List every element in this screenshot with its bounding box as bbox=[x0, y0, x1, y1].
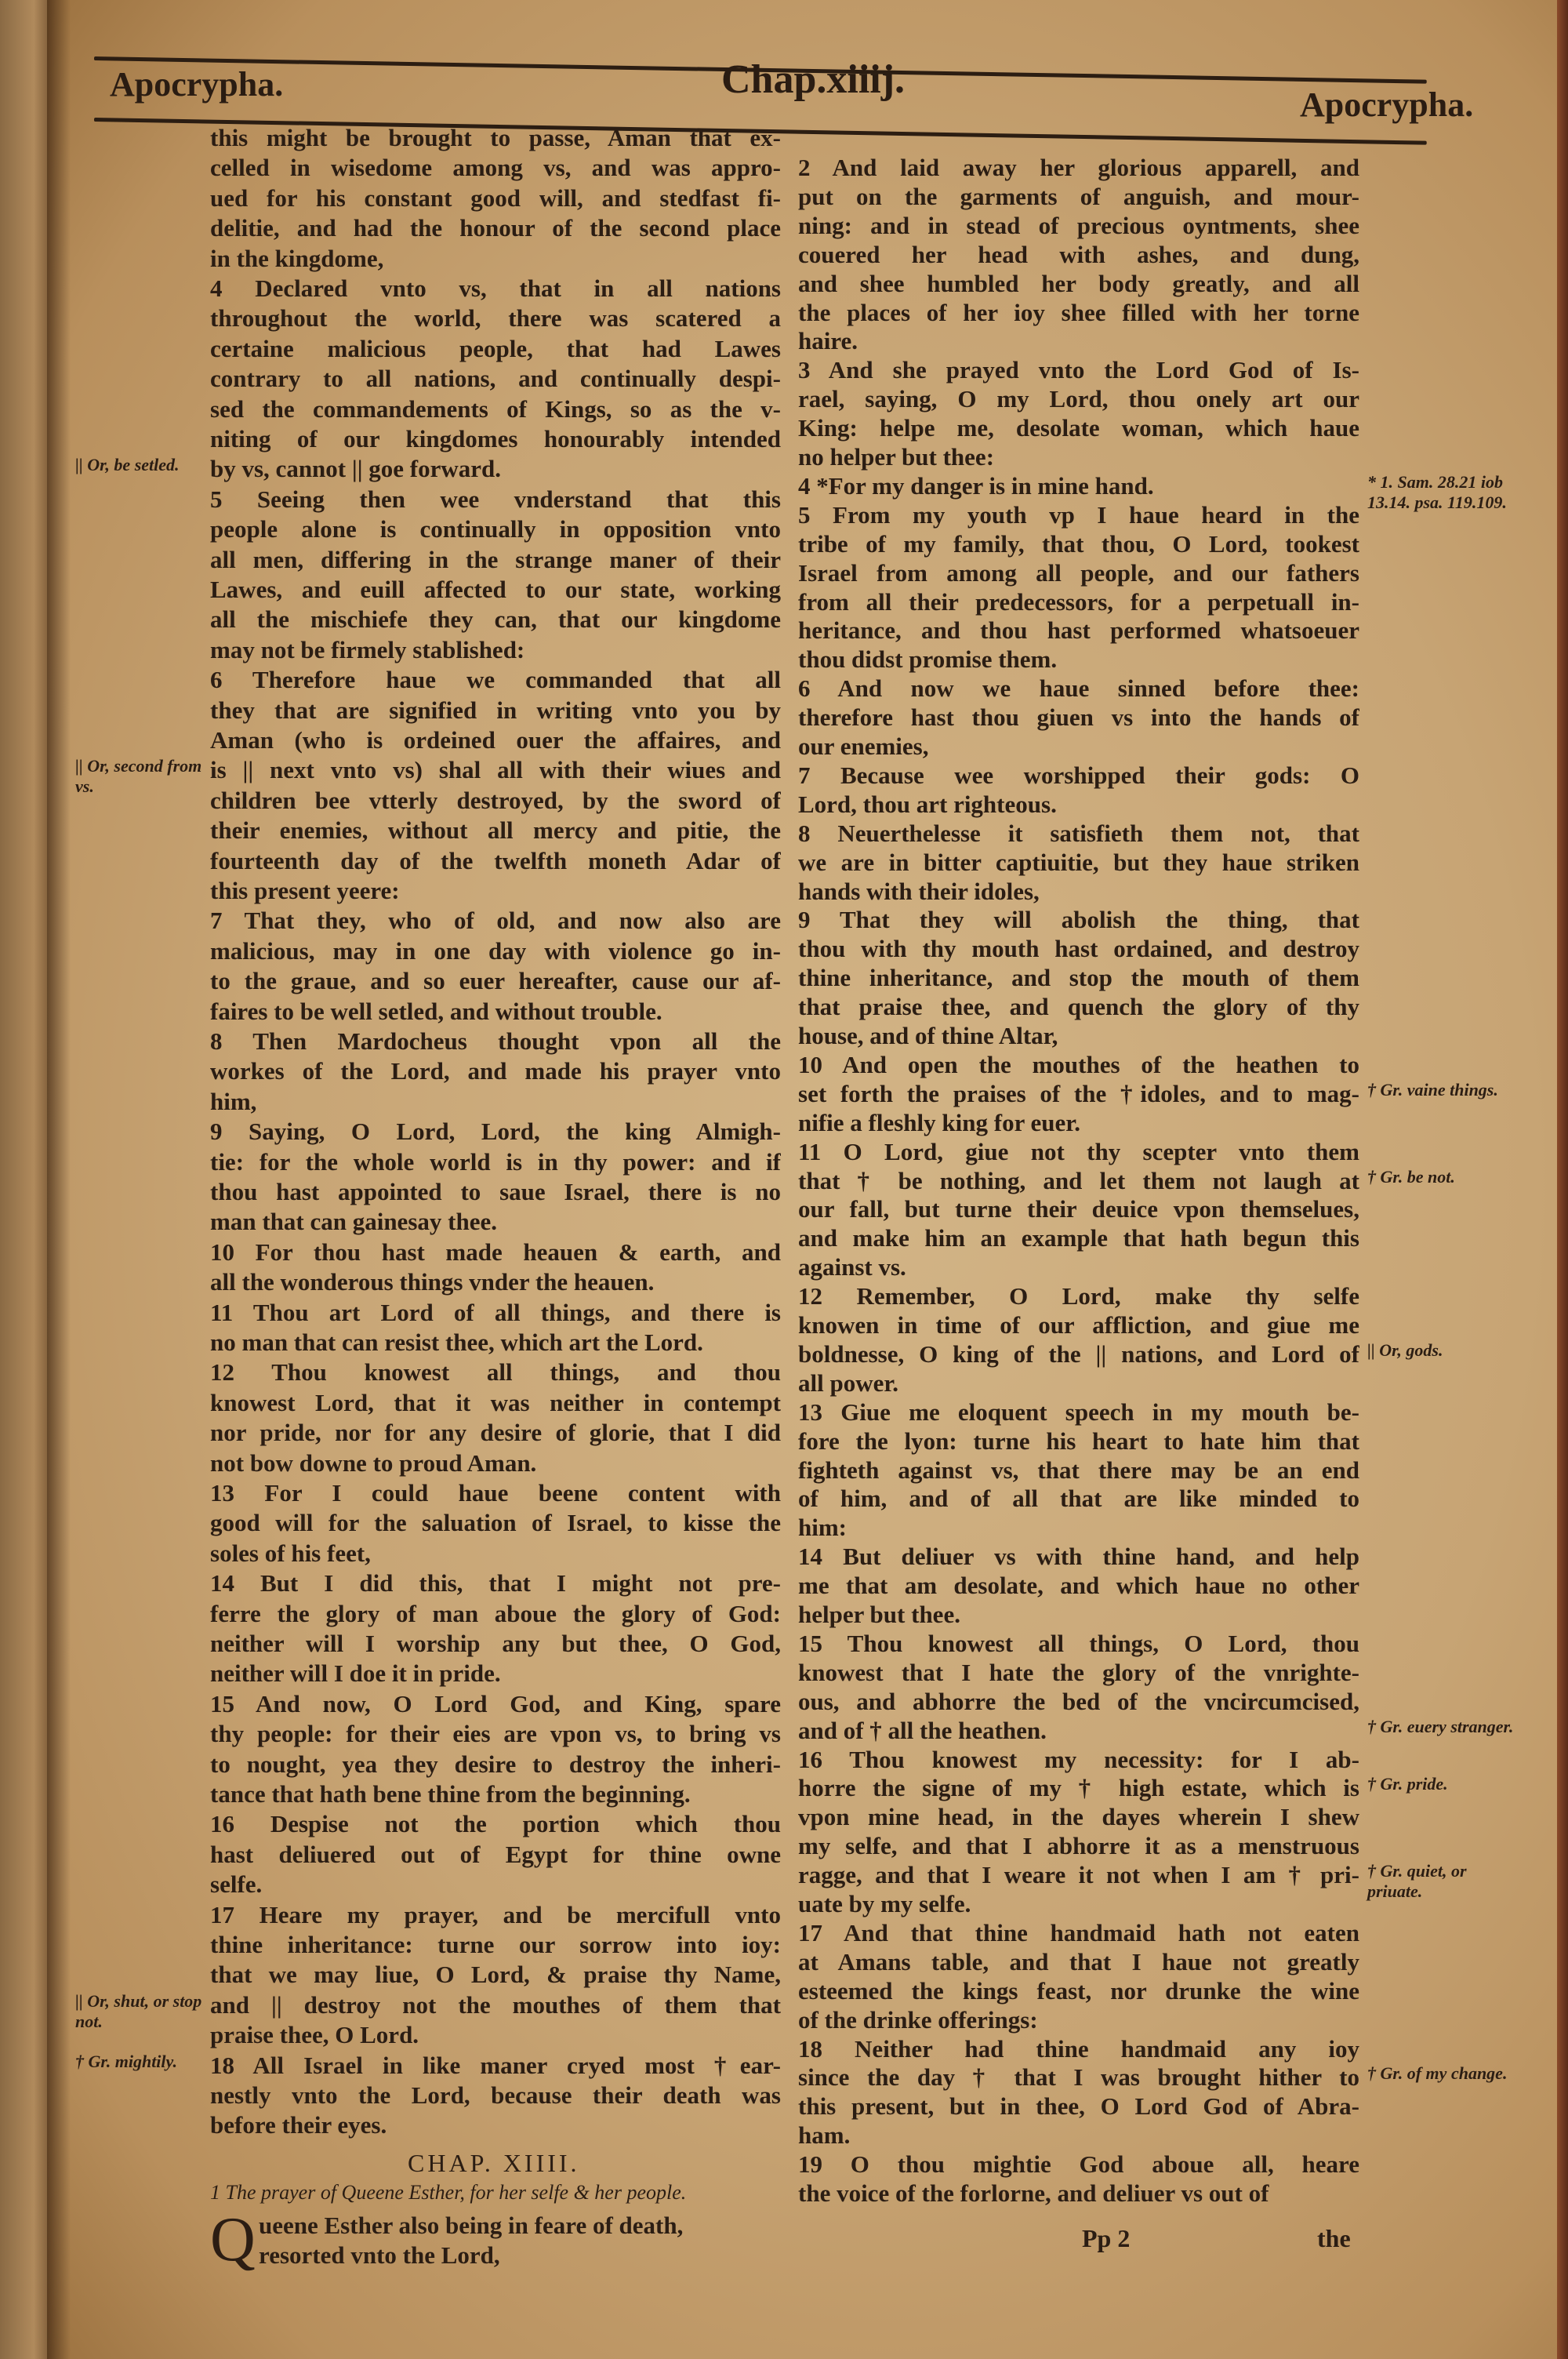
text-line: 18 Neither had thine handmaid any ioy bbox=[798, 2034, 1359, 2063]
drop-cap: Q bbox=[210, 2205, 256, 2274]
text-line: may not be firmely stablished: bbox=[210, 635, 525, 663]
text-line: is || next vnto vs) shal all with their wiues and bbox=[210, 756, 781, 784]
text-line: 2 And laid away her glorious apparell, and bbox=[798, 154, 1359, 181]
text-line: helper but thee. bbox=[798, 1601, 960, 1628]
text-line: 19 O thou mightie God aboue all, heare bbox=[798, 2150, 1359, 2179]
text-line: Israel from among all people, and our fathers bbox=[798, 558, 1359, 587]
text-line: 18 All Israel in like maner cryed most †ear- bbox=[210, 2051, 781, 2079]
text-line: Aman (who is ordeined ouer the affaires, and bbox=[210, 726, 781, 754]
text-line: 5 From my youth vp I haue heard in the bbox=[798, 500, 1359, 529]
text-line: soles of his feet, bbox=[210, 1539, 371, 1567]
text-line: and of † all the heathen. bbox=[798, 1716, 1047, 1744]
text-line: 13 For I could haue beene content with bbox=[210, 1479, 781, 1507]
text-line: 7 That they, who of old, and now also are bbox=[210, 907, 781, 935]
text-line: tance that hath bene thine from the beginning. bbox=[210, 1780, 691, 1808]
text-line: tribe of my family, that thou, O Lord, tookest bbox=[798, 529, 1359, 558]
text-line: knowest Lord, that it was neither in contempt bbox=[210, 1388, 781, 1416]
text-line: children bee vtterly destroyed, by the sword of bbox=[210, 786, 781, 814]
text-line: they that are signified in writing vnto you by bbox=[210, 696, 781, 724]
text-line: niting of our kingdomes honourably intended bbox=[210, 425, 781, 453]
text-line: to nought, yea they desire to destroy the inheri- bbox=[210, 1750, 781, 1778]
text-line: 8 Neuerthelesse it satisfieth them not, that bbox=[798, 819, 1359, 847]
text-line: before their eyes. bbox=[210, 2111, 387, 2139]
margin-note: || Or, be setled. bbox=[75, 455, 180, 475]
text-line: fourteenth day of the twelfth moneth Adar of bbox=[210, 846, 781, 874]
text-line: vpon mine head, in the dayes wherein I shew bbox=[798, 1803, 1359, 1831]
signature-mark: Pp 2 bbox=[1082, 2224, 1131, 2252]
text-line: throughout the world, there was scatered a bbox=[210, 304, 781, 333]
text-line: boldnesse, O king of the || nations, and Lord of bbox=[798, 1339, 1359, 1368]
text-line: put on the garments of anguish, and mour- bbox=[798, 182, 1359, 210]
text-line: 17 And that thine handmaid hath not eaten bbox=[798, 1918, 1359, 1946]
text-line: no man that can resist thee, which art the Lord. bbox=[210, 1329, 703, 1356]
text-line: our enemies, bbox=[798, 732, 929, 760]
text-line: and shee humbled her body greatly, and all bbox=[798, 269, 1359, 297]
margin-note: * 1. Sam. 28.21 iob 13.14. psa. 119.109. bbox=[1367, 471, 1507, 512]
catchword: the bbox=[1317, 2224, 1351, 2252]
text-line: of him, and of all that are like minded to bbox=[798, 1485, 1359, 1513]
text-line: we are in bitter captiuitie, but they haue striken bbox=[798, 848, 1359, 876]
text-line: since the day † that I was brought hither to bbox=[798, 2063, 1359, 2092]
text-line: him: bbox=[798, 1514, 847, 1542]
text-line: 12 Remember, O Lord, make thy selfe bbox=[798, 1282, 1359, 1310]
text-line: hands with their idoles, bbox=[798, 877, 1040, 905]
text-line: and || destroy not the mouthes of them that bbox=[210, 1990, 781, 2019]
text-line: King: helpe me, desolate woman, which haue bbox=[798, 414, 1359, 442]
text-line: the voice of the forlorne, and deliuer vs out of bbox=[798, 2179, 1269, 2207]
text-line: 10 And open the mouthes of the heathen to bbox=[798, 1050, 1359, 1078]
text-line: 4 Declared vnto vs, that in all nations bbox=[210, 274, 781, 302]
text-line: all power. bbox=[798, 1369, 899, 1397]
running-head-left: Apocrypha. bbox=[110, 65, 284, 104]
text-line: praise thee, O Lord. bbox=[210, 2021, 419, 2049]
text-line: neither will I worship any but thee, O God, bbox=[210, 1630, 781, 1657]
text-line: nestly vnto the Lord, because their death was bbox=[210, 2081, 781, 2109]
text-line: rael, saying, O my Lord, thou onely art our bbox=[798, 385, 1359, 413]
text-line: to the graue, and so euer hereafter, cause our af- bbox=[210, 967, 781, 995]
text-line: ous, and abhorre the bed of the vncircumcised, bbox=[798, 1687, 1359, 1715]
text-line: him, bbox=[210, 1087, 257, 1115]
text-line: that we may liue, O Lord, & praise thy Name, bbox=[210, 1961, 781, 1989]
text-line: house, and of thine Altar, bbox=[798, 1022, 1058, 1049]
chapter-head: Chap.xiiij. bbox=[721, 57, 906, 102]
text-line: 15 And now, O Lord God, and King, spare bbox=[210, 1689, 781, 1717]
gutter-shadow bbox=[47, 0, 71, 2359]
chapter-heading: CHAP. XIIII. bbox=[408, 2149, 580, 2177]
text-line: 4 *For my danger is in mine hand. bbox=[798, 471, 1154, 500]
chapter-line: ueene Esther also being in feare of death, bbox=[259, 2212, 684, 2239]
text-line: 11 Thou art Lord of all things, and there is bbox=[210, 1298, 781, 1326]
text-line: no helper but thee: bbox=[798, 443, 995, 471]
text-line: celled in wisedome among vs, and was appro- bbox=[210, 154, 781, 182]
text-line: me that am desolate, and which haue no other bbox=[798, 1572, 1359, 1600]
text-line: 10 For thou hast made heauen & earth, and bbox=[210, 1238, 781, 1266]
text-line: Lord, thou art righteous. bbox=[798, 790, 1057, 818]
text-line: set forth the praises of the †idoles, and to mag- bbox=[798, 1079, 1359, 1107]
margin-note: † Gr. be not. bbox=[1367, 1166, 1455, 1187]
margin-note: † Gr. vaine things. bbox=[1367, 1079, 1498, 1100]
margin-note: † Gr. quiet, or priuate. bbox=[1367, 1861, 1467, 1902]
margin-note: || Or, second from vs. bbox=[75, 756, 202, 797]
text-line: their enemies, without all mercy and pitie, the bbox=[210, 816, 781, 845]
text-line: tie: for the whole world is in thy power: and if bbox=[210, 1147, 781, 1176]
text-line: thou with thy mouth hast ordained, and destroy bbox=[798, 935, 1359, 963]
text-line: thou hast appointed to saue Israel, there is no bbox=[210, 1178, 781, 1205]
text-line: knowen in time of our affliction, and giue me bbox=[798, 1311, 1359, 1339]
text-line: 5 Seeing then wee vnderstand that this bbox=[210, 485, 781, 513]
text-line: ham. bbox=[798, 2121, 851, 2150]
margin-note: || Or, gods. bbox=[1367, 1339, 1443, 1360]
chapter-summary: 1 The prayer of Queene Esther, for her selfe & her people. bbox=[210, 2181, 687, 2204]
margin-note: || Or, shut, or stop not. bbox=[75, 1990, 202, 2031]
text-line: certaine malicious people, that had Lawes bbox=[210, 334, 781, 362]
text-line: 15 Thou knowest all things, O Lord, thou bbox=[798, 1629, 1359, 1657]
text-line: 16 Thou knowest my necessity: for I ab- bbox=[798, 1745, 1359, 1773]
text-line: 9 That they will abolish the thing, that bbox=[798, 906, 1359, 934]
text-line: faires to be well setled, and without trouble. bbox=[210, 997, 662, 1025]
margin-note: † Gr. pride. bbox=[1367, 1774, 1448, 1794]
text-line: in the kingdome, bbox=[210, 244, 384, 272]
text-line: nor pride, nor for any desire of glorie, that I did bbox=[210, 1419, 781, 1447]
text-line: at Amans table, and that I haue not greatly bbox=[798, 1947, 1359, 1976]
text-line: that † be nothing, and let them not laugh at bbox=[798, 1166, 1359, 1194]
text-line: people alone is continually in opposition vnto bbox=[210, 515, 781, 543]
text-line: from all their predecessors, for a perpetuall in- bbox=[798, 587, 1359, 616]
text-line: this present, but in thee, O Lord God of Abra- bbox=[798, 2092, 1359, 2121]
text-line: all men, differing in the strange maner of their bbox=[210, 545, 781, 573]
text-line: by vs, cannot || goe forward. bbox=[210, 455, 502, 483]
text-line: 6 And now we haue sinned before thee: bbox=[798, 674, 1359, 703]
text-line: 13 Giue me eloquent speech in my mouth be- bbox=[798, 1398, 1359, 1426]
text-line: thine inheritance, and stop the mouth of them bbox=[798, 964, 1359, 992]
text-line: knowest that I hate the glory of the vnrighte- bbox=[798, 1658, 1359, 1686]
text-line: ragge, and that I weare it not when I am † pri- bbox=[798, 1861, 1359, 1889]
text-line: 17 Heare my prayer, and be mercifull vnto bbox=[210, 1900, 781, 1928]
text-line: our fall, but turne their deuice vpon themselues, bbox=[798, 1195, 1359, 1223]
text-line: heritance, and thou hast performed whatsoeuer bbox=[798, 616, 1359, 645]
text-line: that praise thee, and quench the glory of thy bbox=[798, 993, 1359, 1021]
text-line: 9 Saying, O Lord, Lord, the king Almigh- bbox=[210, 1118, 781, 1146]
text-line: this might be brought to passe, Aman that ex- bbox=[210, 124, 781, 151]
text-line: 16 Despise not the portion which thou bbox=[210, 1810, 781, 1838]
text-line: neither will I doe it in pride. bbox=[210, 1659, 501, 1688]
text-line: contrary to all nations, and continually despi- bbox=[210, 365, 781, 393]
text-line: couered her head with ashes, and dung, bbox=[798, 240, 1359, 268]
text-line: man that can gainesay thee. bbox=[210, 1208, 497, 1236]
text-line: workes of the Lord, and made his prayer vnto bbox=[210, 1057, 781, 1085]
text-line: 11 O Lord, giue not thy scepter vnto them bbox=[798, 1137, 1359, 1165]
text-line: 7 Because wee worshipped their gods: O bbox=[798, 761, 1359, 789]
text-line: horre the signe of my † high estate, which is bbox=[798, 1774, 1359, 1802]
margin-note: † Gr. mightily. bbox=[75, 2051, 177, 2071]
text-line: my selfe, and that I abhorre it as a menstruous bbox=[798, 1832, 1359, 1860]
text-line: good will for the saluation of Israel, to kisse the bbox=[210, 1509, 781, 1537]
text-line: uate by my selfe. bbox=[798, 1890, 971, 1917]
text-line: 6 Therefore haue we commanded that all bbox=[210, 666, 781, 694]
text-line: 8 Then Mardocheus thought vpon all the bbox=[210, 1027, 781, 1055]
text-line: sed the commandements of Kings, so as the v- bbox=[210, 394, 781, 423]
text-line: fighteth against vs, that there may be an end bbox=[798, 1456, 1359, 1484]
text-line: ued for his constant good will, and stedfast fi- bbox=[210, 184, 781, 212]
text-line: 14 But I did this, that I might not pre- bbox=[210, 1569, 781, 1598]
text-line: of the drinke offerings: bbox=[798, 2005, 1038, 2034]
text-line: not bow downe to proud Aman. bbox=[210, 1448, 537, 1477]
running-head-right: Apocrypha. bbox=[1300, 85, 1474, 124]
text-line: malicious, may in one day with violence go in- bbox=[210, 936, 781, 965]
text-line: delitie, and had the honour of the second place bbox=[210, 214, 781, 242]
margin-note: † Gr. euery stranger. bbox=[1367, 1716, 1514, 1736]
text-line: 12 Thou knowest all things, and thou bbox=[210, 1358, 781, 1387]
text-line: thine inheritance: turne our sorrow into ioy: bbox=[210, 1931, 781, 1958]
text-line: hast deliuered out of Egypt for thine owne bbox=[210, 1840, 781, 1868]
text-line: nifie a fleshly king for euer. bbox=[798, 1108, 1080, 1136]
text-line: 3 And she prayed vnto the Lord God of Is- bbox=[798, 356, 1359, 384]
text-line: esteemed the kings feast, nor drunke the wine bbox=[798, 1976, 1359, 2005]
text-line: thy people: for their eies are vpon vs, to bring vs bbox=[210, 1720, 781, 1748]
page-edge bbox=[1557, 0, 1568, 2359]
chapter-line: resorted vnto the Lord, bbox=[259, 2241, 500, 2269]
text-line: all the wonderous things vnder the heauen. bbox=[210, 1268, 655, 1296]
text-line: fore the lyon: turne his heart to hate him that bbox=[798, 1427, 1359, 1455]
text-line: against vs. bbox=[798, 1253, 906, 1281]
text-line: this present yeere: bbox=[210, 877, 400, 904]
text-line: and make him an example that hath begun this bbox=[798, 1224, 1359, 1252]
text-line: therefore hast thou giuen vs into the hands of bbox=[798, 703, 1359, 732]
text-line: 14 But deliuer vs with thine hand, and help bbox=[798, 1543, 1359, 1571]
text-line: the places of her ioy shee filled with her torne bbox=[798, 298, 1359, 326]
text-line: haire. bbox=[798, 327, 858, 355]
text-line: ning: and in stead of precious oyntments, shee bbox=[798, 211, 1359, 239]
text-line: selfe. bbox=[210, 1870, 263, 1899]
text-line: all the mischiefe they can, that our kingdome bbox=[210, 605, 781, 634]
text-line: Lawes, and euill affected to our state, working bbox=[210, 576, 781, 603]
text-line: thou didst promise them. bbox=[798, 645, 1058, 674]
margin-note: † Gr. of my change. bbox=[1367, 2063, 1508, 2084]
text-line: ferre the glory of man aboue the glory of God: bbox=[210, 1599, 781, 1627]
